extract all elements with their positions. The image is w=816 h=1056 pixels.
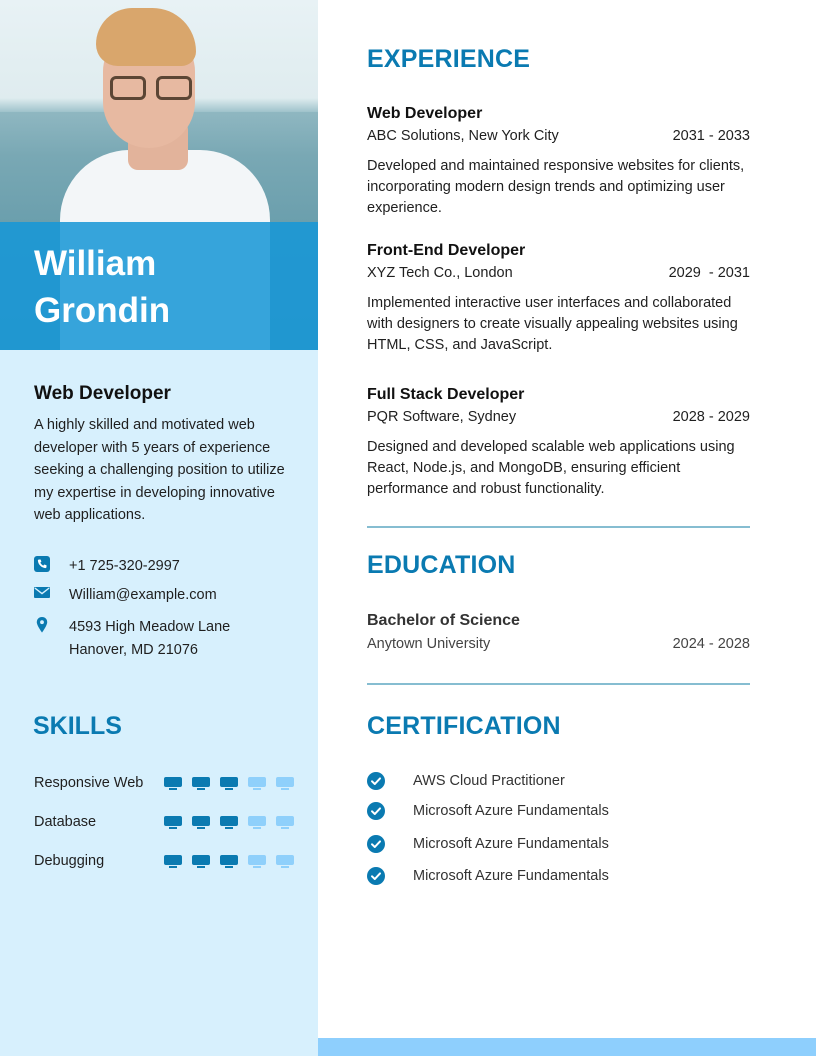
job-meta [367, 406, 750, 429]
job-meta [367, 262, 750, 285]
education-heading: EDUCATION [367, 551, 516, 579]
skill-row [34, 851, 304, 873]
contact-email [34, 584, 217, 603]
school: Anytown University [367, 636, 491, 652]
job-role: Front-End Developer [367, 242, 526, 259]
experience-heading: EXPERIENCE [367, 45, 531, 73]
last-name: Grondin [34, 291, 171, 330]
check-circle-icon [367, 802, 385, 820]
certification-heading: CERTIFICATION [367, 712, 561, 740]
skills-heading: SKILLS [33, 712, 122, 740]
experience-entry [367, 103, 750, 219]
address-line-1: 4593 High Meadow Lane [69, 619, 231, 635]
email-address: William@example.com [69, 587, 217, 603]
first-name: William [34, 244, 157, 283]
job-meta [367, 125, 750, 148]
phone-number: +1 725-320-2997 [69, 558, 180, 574]
monitor-icon-filled [192, 855, 210, 869]
address-line-2: Hanover, MD 21076 [69, 642, 198, 658]
check-circle-icon [367, 835, 385, 853]
job-role: Web Developer [367, 105, 483, 122]
monitor-icon-filled [164, 777, 182, 791]
section-divider [367, 526, 750, 528]
photo-glasses [110, 76, 194, 102]
job-years: 2028 - 2029 [672, 409, 750, 425]
certification-name: Microsoft Azure Fundamentals [413, 803, 609, 819]
job-description: Developed and maintained responsive websites for clients, incorporating modern design trends and optimizing user experience. [367, 158, 745, 216]
skill-label: Debugging [34, 853, 105, 869]
skill-label: Responsive Web [34, 775, 144, 791]
job-years: 2031 - 2033 [672, 128, 750, 144]
certification-name: AWS Cloud Practitioner [413, 773, 565, 789]
education-meta [367, 633, 750, 655]
monitor-icon-empty [248, 816, 266, 830]
job-title: Web Developer [34, 383, 171, 404]
candidate-name [34, 240, 170, 334]
skill-level-meter [164, 855, 294, 869]
job-years: 2029 - 2031 [668, 265, 750, 281]
location-pin-icon [34, 617, 50, 633]
experience-entry [367, 240, 750, 356]
address [69, 616, 230, 662]
job-company: XYZ Tech Co., London [367, 265, 513, 281]
profile-summary: A highly skilled and motivated web developer with 5 years of experience seeking a challenging position to utilize my expertise in developing innovative web applications. [34, 417, 285, 524]
monitor-icon-filled [220, 777, 238, 791]
monitor-icon-empty [248, 777, 266, 791]
job-company: PQR Software, Sydney [367, 409, 517, 425]
photo-person-hair [96, 8, 196, 66]
phone-icon [34, 556, 50, 572]
footer-accent-bar [318, 1038, 816, 1056]
certification-name: Microsoft Azure Fundamentals [413, 868, 609, 884]
monitor-icon-empty [248, 855, 266, 869]
education-years: 2024 - 2028 [672, 636, 750, 652]
monitor-icon-filled [164, 816, 182, 830]
monitor-icon-filled [192, 777, 210, 791]
monitor-icon-empty [276, 855, 294, 869]
monitor-icon-empty [276, 777, 294, 791]
degree: Bachelor of Science [367, 612, 520, 629]
skill-level-meter [164, 816, 294, 830]
job-description: Designed and developed scalable web applications using React, Node.js, and MongoDB, ensuring efficient performance and robust functionality. [367, 439, 735, 497]
skill-row [34, 812, 304, 834]
skill-level-meter [164, 777, 294, 791]
section-divider [367, 683, 750, 685]
experience-entry [367, 384, 750, 500]
skill-label: Database [34, 814, 97, 830]
monitor-icon-filled [220, 816, 238, 830]
check-circle-icon [367, 867, 385, 885]
monitor-icon-empty [276, 816, 294, 830]
contact-phone [34, 555, 180, 574]
job-description: Implemented interactive user interfaces and collaborated with designers to create visually appealing websites using HTML, CSS, and JavaScript. [367, 295, 738, 353]
mail-icon [34, 585, 50, 601]
education-entry [367, 609, 750, 655]
monitor-icon-filled [220, 855, 238, 869]
job-company: ABC Solutions, New York City [367, 128, 559, 144]
monitor-icon-filled [192, 816, 210, 830]
monitor-icon-filled [164, 855, 182, 869]
contact-address [34, 616, 231, 658]
skill-row [34, 773, 304, 795]
certification-name: Microsoft Azure Fundamentals [413, 836, 609, 852]
check-circle-icon [367, 772, 385, 790]
job-role: Full Stack Developer [367, 386, 525, 403]
